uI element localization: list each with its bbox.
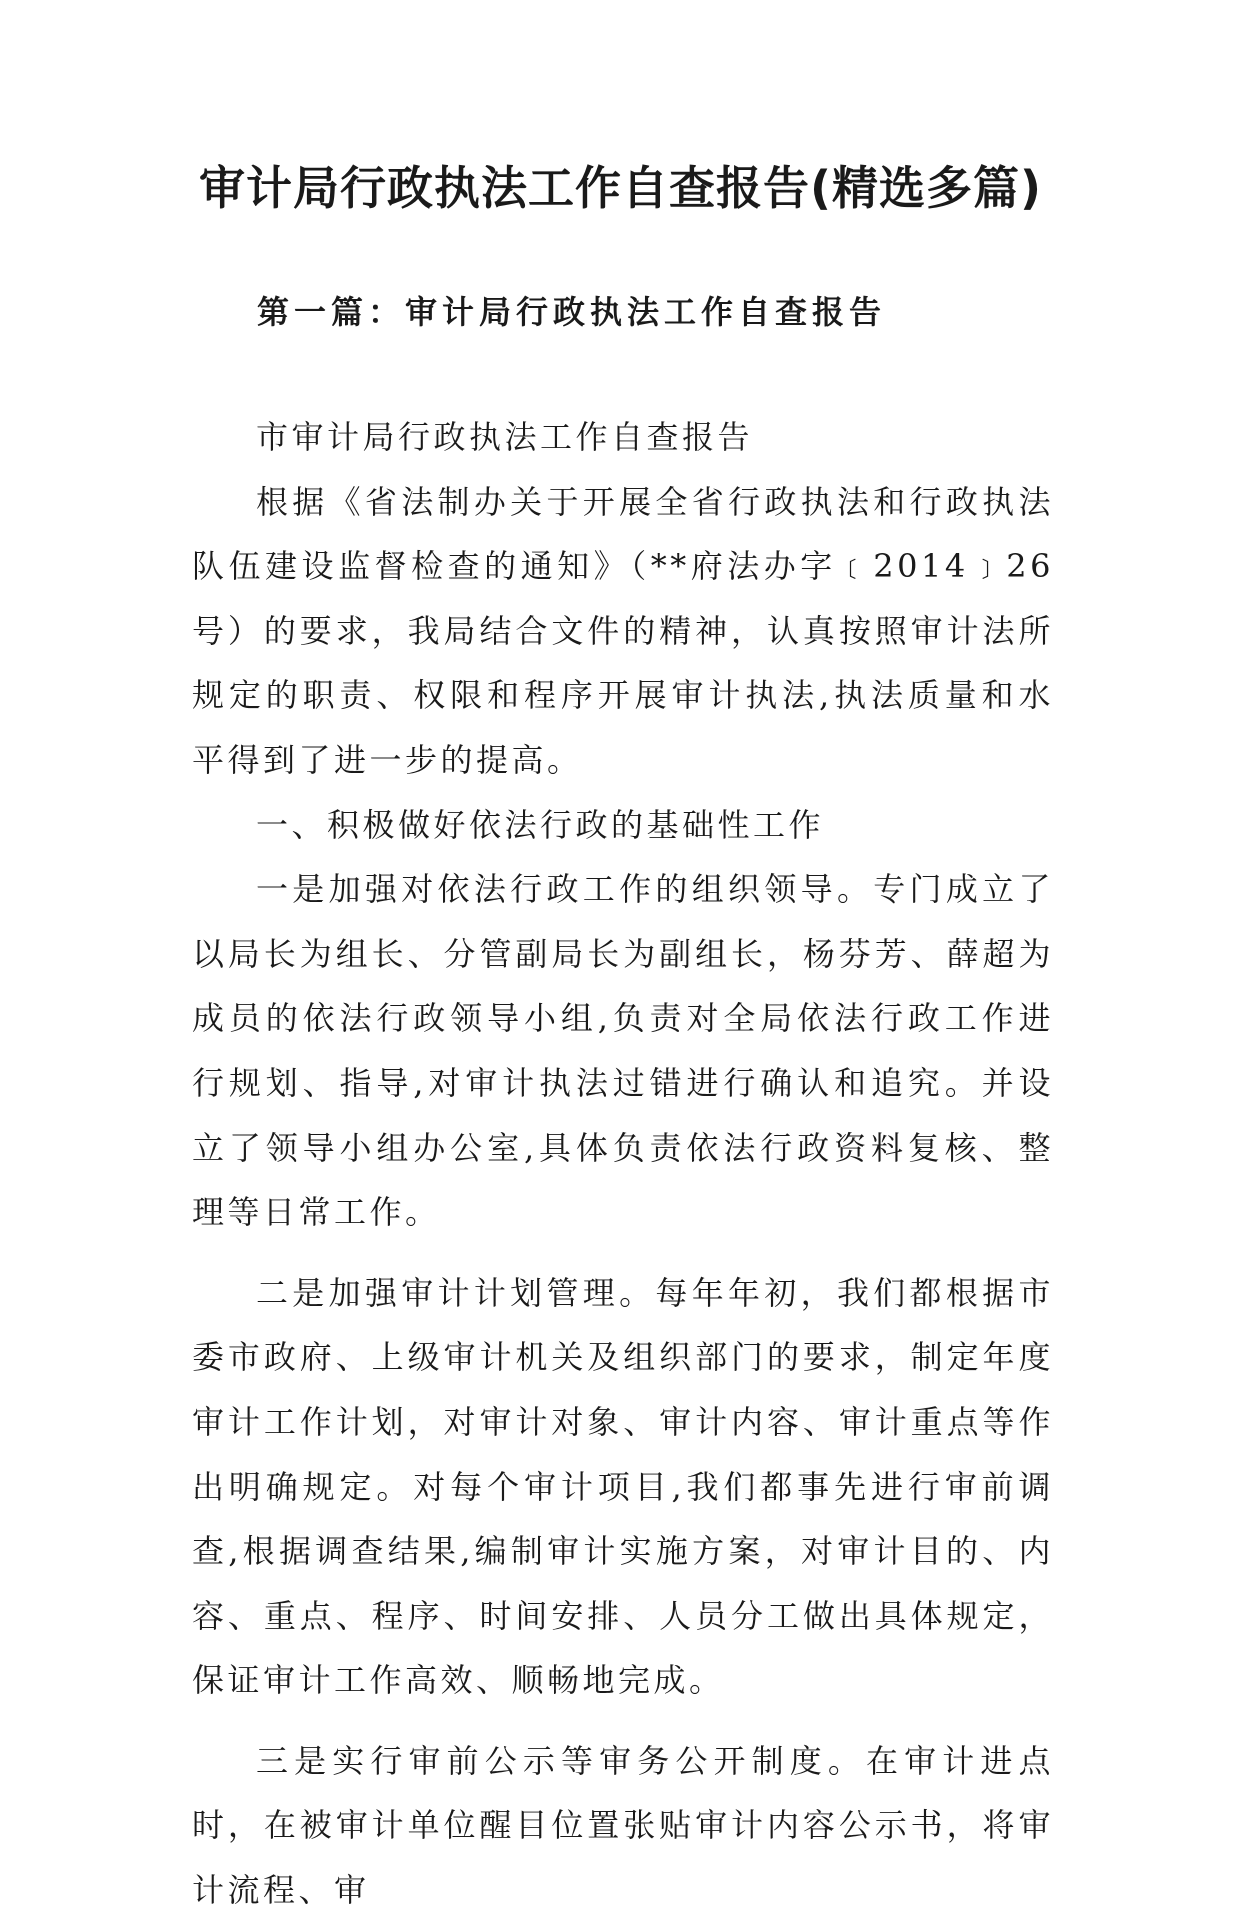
paragraph-point-one: 一是加强对依法行政工作的组织领导。专门成立了以局长为组长、分管副局长为副组长，杨芬芳、薛超为成员的依法行政领导小组,负责对全局依法行政工作进行规划、指导,对审计执法过错进行确认和追究。并设立了领导小组办公室,具体负责依法行政资料复核、整理等日常工作。 [192,870,1054,1232]
paragraph-intro: 根据《省法制办关于开展全省行政执法和行政执法队伍建设监督检查的通知》（**府法办字﹝2014﹞26号）的要求，我局结合文件的精神，认真按照审计法所规定的职责、权限和程序开展审计执法,执法质量和水平得到了进一步的提高。 [192,482,1054,779]
section-heading: 第一篇：审计局行政执法工作自查报告 [257,293,887,331]
paragraph-point-two: 二是加强审计计划管理。每年年初，我们都根据市委市政府、上级审计机关及组织部门的要求，制定年度审计工作计划，对审计对象、审计内容、审计重点等作出明确规定。对每个审计项目,我们都事先进行审前调查,根据调查结果,编制审计实施方案，对审计目的、内容、重点、程序、时间安排、人员分工做出具体规定，保证审计工作高效、顺畅地完成。 [192,1273,1054,1700]
paragraph-heading-one: 一、积极做好依法行政的基础性工作 [256,805,825,844]
document-body [192,405,1054,1923]
document-title: 审计局行政执法工作自查报告(精选多篇) [198,161,1043,215]
paragraph-report-title: 市审计局行政执法工作自查报告 [256,418,754,456]
paragraph-point-three: 三是实行审前公示等审务公开制度。在审计进点时，在被审计单位醒目位置张贴审计内容公示书，将审计流程、审 [192,1741,1054,1910]
